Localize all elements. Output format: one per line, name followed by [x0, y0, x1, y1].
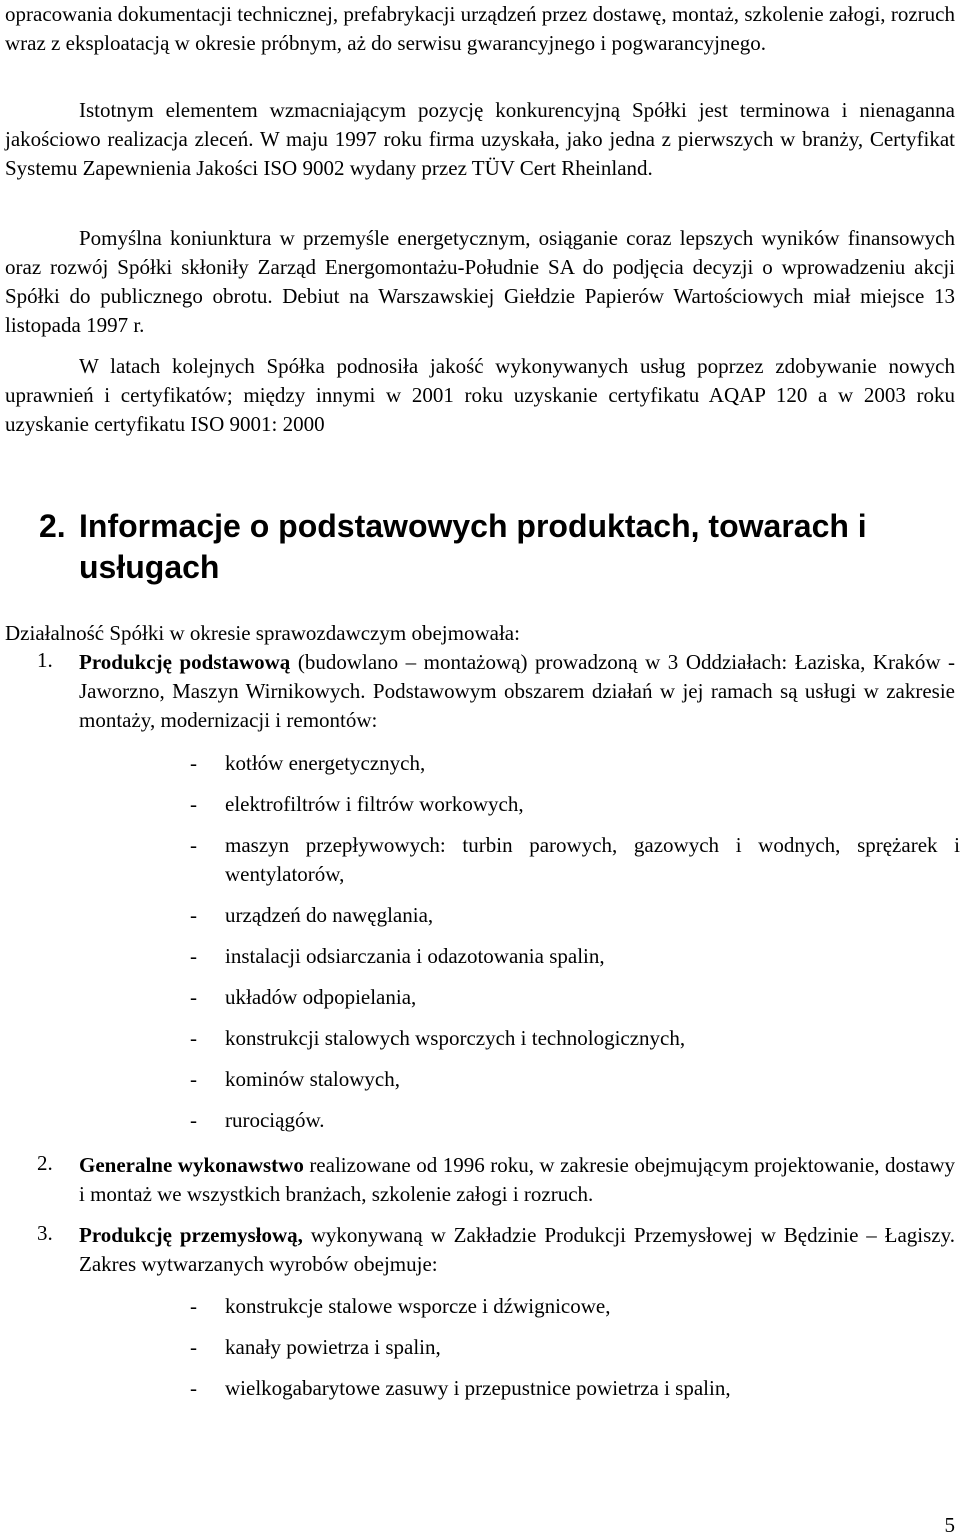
paragraph-text: opracowania dokumentacji technicznej, prefabrykacji urządzeń przez dostawę, montaż, szkolenie załogi, rozruch wraz z eksploatacją w okresie próbnym, aż do serwisu gwarancyjnego i pogwarancyjnego.	[5, 2, 955, 55]
list-item: - maszyn przepływowych: turbin parowych, gazowych i wodnych, sprężarek i wentylatorów,	[190, 833, 960, 886]
paragraph-4	[5, 352, 955, 439]
list-item: - kanały powietrza i spalin,	[190, 1335, 441, 1359]
page-number: 5	[944, 1513, 955, 1537]
section-number: 2.	[39, 508, 66, 544]
bullet-list-1	[190, 749, 960, 1135]
list-item: - rurociągów.	[190, 1108, 325, 1132]
list-item: - układów odpopielania,	[190, 985, 417, 1009]
list-item-text: wykonywaną w Zakładzie Produkcji Przemysłowej w Będzinie – Łagiszy. Zakres wytwarzanych wyrobów obejmuje:	[79, 1223, 956, 1276]
section-intro	[5, 619, 955, 648]
list-item: - elektrofiltrów i filtrów workowych,	[190, 792, 524, 816]
list-item: - instalacji odsiarczania i odazotowania spalin,	[190, 944, 605, 968]
list-item-bold: Generalne wykonawstwo	[79, 1153, 304, 1177]
list-item-number: 1.	[37, 648, 53, 672]
paragraph-1	[5, 0, 955, 58]
section-title: Informacje o podstawowych produktach, towarach i usługach	[79, 508, 867, 585]
list-item-bold: Produkcję podstawową	[79, 650, 291, 674]
list-item-number: 2.	[37, 1151, 53, 1175]
list-item-bold: Produkcję przemysłową,	[79, 1223, 303, 1247]
list-item: - wielkogabarytowe zasuwy i przepustnice powietrza i spalin,	[190, 1376, 731, 1400]
section-intro-text: Działalność Spółki w okresie sprawozdawczym obejmowała:	[5, 621, 520, 645]
list-item-3	[5, 1221, 955, 1279]
list-item-body	[79, 648, 955, 735]
list-item: - kotłów energetycznych,	[190, 751, 426, 775]
bullet-list-3	[190, 1292, 960, 1403]
list-item-text: (budowlano – montażową) prowadzoną w 3 Oddziałach: Łaziska, Kraków - Jaworzno, Maszyn Wirnikowych. Podstawowym obszarem działań w jej ramach są usługi w zakresie montaży, modernizacji i remontów:	[79, 650, 955, 732]
paragraph-3	[5, 224, 955, 340]
list-item: - konstrukcji stalowych wsporczych i technologicznych,	[190, 1026, 686, 1050]
list-item-1	[5, 648, 955, 735]
list-item-text: realizowane od 1996 roku, w zakresie obejmującym projektowanie, dostawy i montaż we wszystkich branżach, szkolenie załogi i rozruch.	[79, 1153, 955, 1206]
list-item: - kominów stalowych,	[190, 1067, 400, 1091]
paragraph-text: Pomyślna koniunktura w przemyśle energetycznym, osiąganie coraz lepszych wyników finansowych oraz rozwój Spółki skłoniły Zarząd Energomontażu-Południe SA do podjęcia decyzji o wprowadzeniu akcji Spółki do publicznego obrotu. Debiut na Warszawskiej Giełdzie Papierów Wartościowych miał miejsce 13 listopada 1997 r.	[5, 226, 955, 337]
list-item-body	[79, 1221, 955, 1279]
list-item-number: 3.	[37, 1221, 53, 1245]
list-item: - konstrukcje stalowe wsporcze i dźwignicowe,	[190, 1294, 611, 1318]
paragraph-text: W latach kolejnych Spółka podnosiła jakość wykonywanych usług poprzez zdobywanie nowych uprawnień i certyfikatów; między innymi w 2001 roku uzyskanie certyfikatu AQAP 120 a w 2003 roku uzyskanie certyfikatu ISO 9001: 2000	[5, 354, 955, 436]
list-item-body	[79, 1151, 955, 1209]
list-item-2	[5, 1151, 955, 1209]
section-heading	[39, 506, 939, 588]
list-item: - urządzeń do nawęglania,	[190, 903, 434, 927]
paragraph-text: Istotnym elementem wzmacniającym pozycję konkurencyjną Spółki jest terminowa i nienaganna jakościowo realizacja zleceń. W maju 1997 roku firma uzyskała, jako jedna z pierwszych w branży, Certyfikat Systemu Zapewnienia Jakości ISO 9002 wydany przez TÜV Cert Rheinland.	[5, 98, 955, 180]
paragraph-2	[5, 96, 955, 183]
